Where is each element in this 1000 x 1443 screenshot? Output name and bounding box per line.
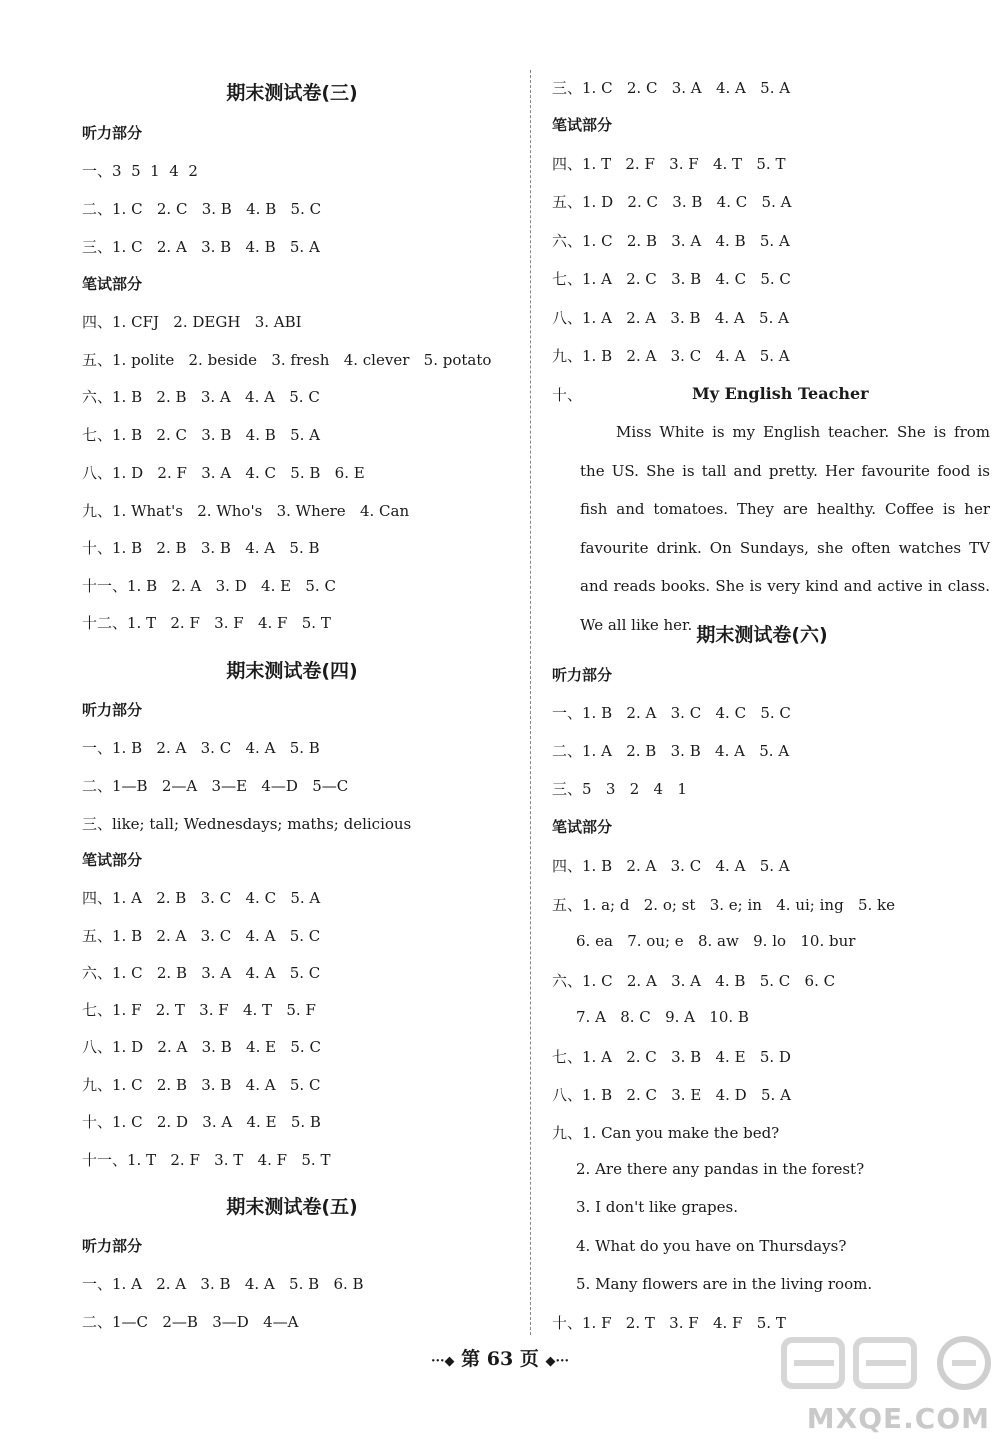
answer-line: 四、1. CFJ 2. DEGH 3. ABI	[82, 313, 302, 331]
subheading-listening: 听力部分	[82, 1237, 143, 1255]
essay-title: My English Teacher	[692, 384, 869, 403]
answer-line: 四、1. A 2. B 3. C 4. C 5. A	[82, 889, 321, 907]
answer-line: 六、1. C 2. A 3. A 4. B 5. C 6. C	[552, 972, 836, 990]
answer-line: 二、1. C 2. C 3. B 4. B 5. C	[82, 200, 322, 218]
answer-line: 六、1. B 2. B 3. A 4. A 5. C	[82, 388, 320, 406]
answer-line: 十、1. F 2. T 3. F 4. F 5. T	[552, 1314, 786, 1332]
subheading-written: 笔试部分	[82, 275, 143, 293]
answer-line: 八、1. D 2. A 3. B 4. E 5. C	[82, 1038, 321, 1056]
section-title-test4: 期末测试卷(四)	[226, 660, 358, 682]
answer-line: 一、1. B 2. A 3. C 4. C 5. C	[552, 704, 791, 722]
answer-line: 2. Are there any pandas in the forest?	[576, 1160, 865, 1178]
answer-label: 十、	[552, 386, 583, 404]
answer-line: 三、1. C 2. A 3. B 4. B 5. A	[82, 238, 320, 256]
answer-line: 七、1. A 2. C 3. B 4. E 5. D	[552, 1048, 791, 1066]
answer-line: 三、1. C 2. C 3. A 4. A 5. A	[552, 79, 791, 97]
answer-line: 十一、1. T 2. F 3. T 4. F 5. T	[82, 1151, 331, 1169]
subheading-written: 笔试部分	[82, 851, 143, 869]
answer-line: 七、1. B 2. C 3. B 4. B 5. A	[82, 426, 320, 444]
ornament-right-icon: ◆···	[545, 1354, 570, 1369]
answer-line: 3. I don't like grapes.	[576, 1198, 738, 1216]
answer-line: 十、1. C 2. D 3. A 4. E 5. B	[82, 1113, 321, 1131]
answer-line: 7. A 8. C 9. A 10. B	[576, 1008, 749, 1026]
answer-line: 四、1. T 2. F 3. F 4. T 5. T	[552, 155, 786, 173]
answer-line: 九、1. B 2. A 3. C 4. A 5. A	[552, 347, 790, 365]
answer-line: 七、1. A 2. C 3. B 4. C 5. C	[552, 270, 791, 288]
section-title-test5: 期末测试卷(五)	[226, 1196, 358, 1218]
answer-line: 二、1—B 2—A 3—E 4—D 5—C	[82, 777, 349, 795]
answer-line: 九、1. C 2. B 3. B 4. A 5. C	[82, 1076, 321, 1094]
answer-line: 八、1. A 2. A 3. B 4. A 5. A	[552, 309, 789, 327]
subheading-listening: 听力部分	[552, 666, 613, 684]
answer-line: 六、1. C 2. B 3. A 4. B 5. A	[552, 232, 790, 250]
answer-line: 十、1. B 2. B 3. B 4. A 5. B	[82, 539, 320, 557]
answer-line: 4. What do you have on Thursdays?	[576, 1237, 847, 1255]
answer-line: 九、1. What's 2. Who's 3. Where 4. Can	[82, 502, 410, 520]
answer-line: 五、1. D 2. C 3. B 4. C 5. A	[552, 193, 792, 211]
answer-line: 八、1. D 2. F 3. A 4. C 5. B 6. E	[82, 464, 365, 482]
answer-line: 一、1. A 2. A 3. B 4. A 5. B 6. B	[82, 1275, 364, 1293]
watermark-text: MXQE.COM	[806, 1402, 990, 1435]
answer-line: 十二、1. T 2. F 3. F 4. F 5. T	[82, 614, 331, 632]
answer-line: 二、1. A 2. B 3. B 4. A 5. A	[552, 742, 790, 760]
answer-line: 十一、1. B 2. A 3. D 4. E 5. C	[82, 577, 336, 595]
answer-line: 三、5 3 2 4 1	[552, 780, 687, 798]
section-title-test3: 期末测试卷(三)	[226, 82, 358, 104]
answer-line: 五、1. polite 2. beside 3. fresh 4. clever 5. potato	[82, 351, 492, 369]
answer-line: 一、1. B 2. A 3. C 4. A 5. B	[82, 739, 320, 757]
column-divider	[530, 70, 531, 1335]
subheading-written: 笔试部分	[552, 116, 613, 134]
essay-body: Miss White is my English teacher. She is from the US. She is tall and pretty. Her favourite food is fish and tomatoes. They are healthy. Coffee is her favourite drink. On Sundays, she often watches TV and reads books. She is very kind and active in class. We all like her.	[580, 423, 990, 634]
answer-line: 二、1—C 2—B 3—D 4—A	[82, 1313, 299, 1331]
answer-line: 四、1. B 2. A 3. C 4. A 5. A	[552, 857, 790, 875]
subheading-written: 笔试部分	[552, 818, 613, 836]
answer-line: 一、3 5 1 4 2	[82, 162, 198, 180]
answer-line: 五、1. B 2. A 3. C 4. A 5. C	[82, 927, 321, 945]
section-title-test6: 期末测试卷(六)	[696, 624, 828, 646]
answer-line: 六、1. C 2. B 3. A 4. A 5. C	[82, 964, 321, 982]
answer-line: 八、1. B 2. C 3. E 4. D 5. A	[552, 1086, 791, 1104]
page-number: 第 63 页	[461, 1348, 539, 1370]
answer-line: 6. ea 7. ou; e 8. aw 9. lo 10. bur	[576, 932, 856, 950]
subheading-listening: 听力部分	[82, 701, 143, 719]
subheading-listening: 听力部分	[82, 124, 143, 142]
answer-line: 五、1. a; d 2. o; st 3. e; in 4. ui; ing 5. ke	[552, 896, 896, 914]
ornament-left-icon: ···◆	[430, 1354, 455, 1369]
answer-line: 5. Many flowers are in the living room.	[576, 1275, 873, 1293]
answer-line: 九、1. Can you make the bed?	[552, 1124, 780, 1142]
answer-line: 三、like; tall; Wednesdays; maths; delicious	[82, 815, 412, 833]
answer-line: 七、1. F 2. T 3. F 4. T 5. F	[82, 1001, 316, 1019]
